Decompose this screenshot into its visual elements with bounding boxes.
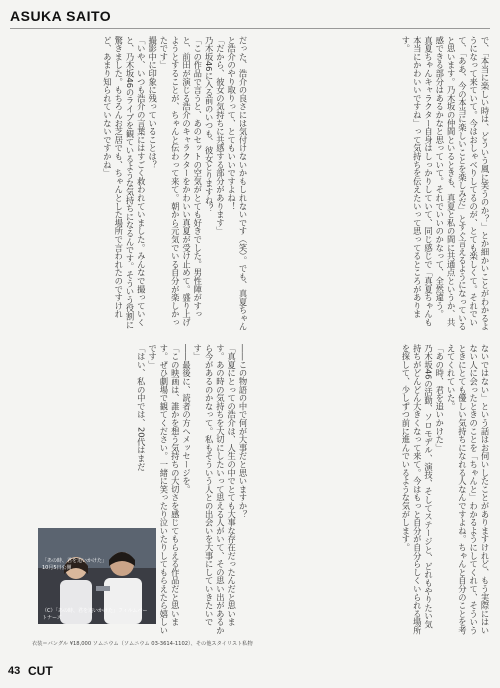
header-divider [10,28,490,29]
text-column-top-right: で、「本当に楽しい時は、どういう風に笑うのか？」とか細かいことがわかるようになって来ていて。今はおしゃべりしてるのが、とても楽しくて。それでいて、「ああ、今の本当に楽しいことを楽しみだ」とすぐ言えるようになっていると思います。乃木坂の仲間といるときも、真夏と私の間に共通点というか、共感できる部分はあるかなと思っていて。それでいいのかなって、全然違う。 真夏ちゃんキャラクター自身はしっかりしていて、同じ感じで「真夏ちゃんも本当にかわいいですね」って気持ちを伝えたいって思ってるところがあります。 [400,36,490,331]
text-column-bottom-right: ないではない」という話はお伺いしたことがありますけれど、もう実際にはいない人に会ったときのことを「ちゃんと」わかるようにしてくれて、そういうときにとても優しい気持ちになれる人なんですよね。ちゃんと自分のことを考えてくれていた。 「あの時、君を追いかけた」 乃木坂46の活動、ソロモデル、演技、そしてステージと、どれもやりたい気持ちがどんどん大きくなって来て。今はもっと自分が自分らしくいられる場所を探して、少しずつ前に進んでいるような気がします。 [400,344,490,635]
text-column-top-left: だった、浩介の良さには気付けないかもしれないです（笑）。でも、真夏ちゃんと浩介のやり取りって、とてもいいですよね！ 「だから、彼女の気持ちに共感する部分があります」 乃木坂46に入る前のいつも、彼女とりますね？ 「この作品で言うと、あのセットの空気がとても好きでした。男性陣がすっと、前田が演じる浩介のキャラクターをかわいい真夏が受け止めて。盛り上げようとすることが、ちゃんと伝わって来て。朝から元気でいる自分が楽しかったです」 撮影中に印象に残っていることは？ 「いや、いつも浩介の言葉にはすごく救われていました。みんなで撮っていくと、乃木坂46のライブを観ているような気持ちになるんです。そういう役割に驚きました。もちろんお芝居でも、ちゃんとした場所で言われたのですけれど、あまり知られていないですかね」 [102,36,248,331]
photo-caption-title: 「あの時、君を追いかけた」 10月5日公開 [42,558,108,571]
text-column-bottom-left: ――この物語の中で何が大事だと思いますか？ 「真夏にとっての浩介は、人生の中でとても大事な存在だったんだと思います。あの時の気持ちを大切にしたいって思える人がいて、その思い出があるから今があるのかなって。私もそういう人との出会いを大事にしていきたいです」 ――最後に、読者の方へメッセージを。 「この映画は、誰かを想う気持ちの大切さを感じてもらえる作品だと思います。ぜひ劇場で観てください。一緒に笑ったり泣いたりしてもらえたら嬉しいです」 「はい、私の中では、20代はまだ [136,344,248,635]
interview-subject-name: ASUKA SAITO [10,8,112,24]
page-number: 43 [8,665,21,677]
photo-caption-copyright: （C）「あの時、君を追いかけた」フィルムパートナーズ [42,608,148,621]
wardrobe-credit: 衣装＝バングル ¥18,000 ソムニウム（ソムニウム 03-3614-1102）、その他スタイリスト私物 [32,641,253,647]
magazine-name: CUT [28,664,53,678]
